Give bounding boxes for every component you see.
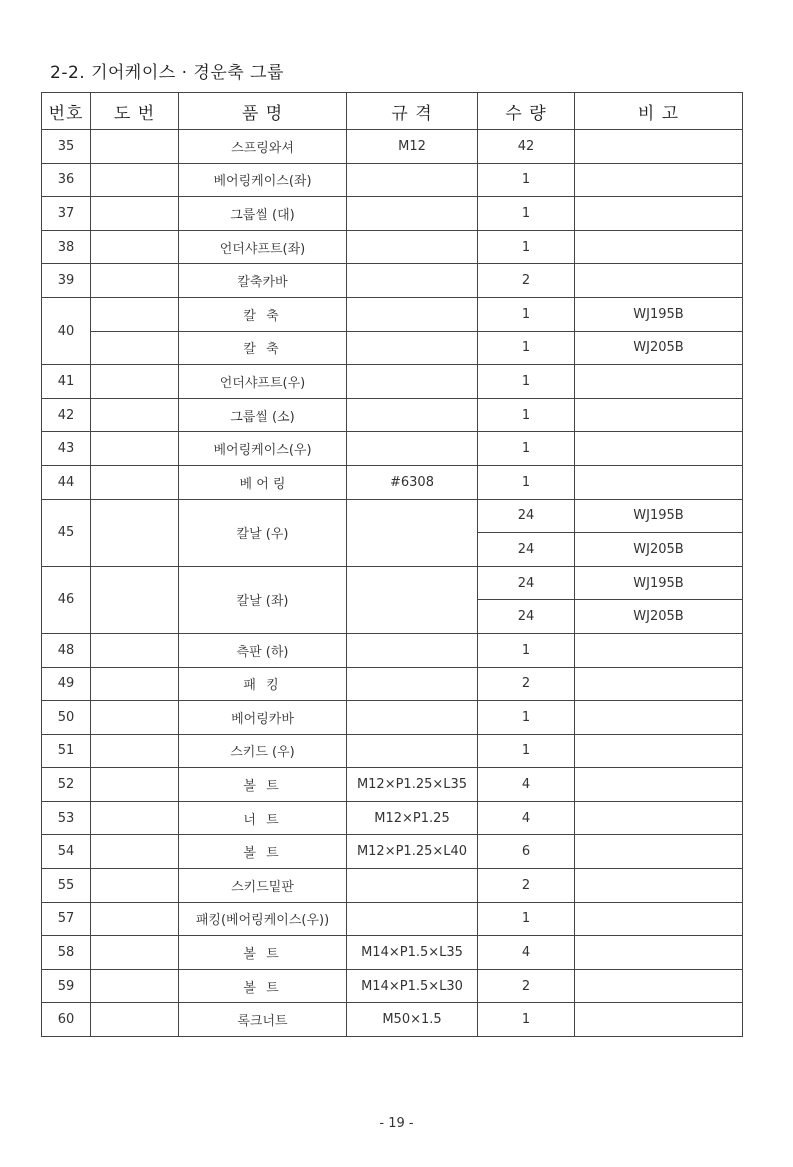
cell-drawing	[91, 130, 179, 164]
cell-spec: #6308	[347, 465, 478, 499]
cell-qty: 2	[478, 869, 575, 903]
header-drawing: 도 번	[91, 93, 179, 130]
table-row	[42, 1003, 743, 1037]
cell-drawing	[91, 667, 179, 701]
cell-drawing	[91, 902, 179, 936]
cell-drawing	[91, 768, 179, 802]
cell-note	[575, 801, 743, 835]
cell-spec	[347, 297, 478, 331]
table-row	[42, 432, 743, 466]
cell-note	[575, 936, 743, 970]
cell-drawing	[91, 969, 179, 1003]
cell-spec	[347, 331, 478, 365]
cell-spec	[347, 734, 478, 768]
cell-spec: M12×P1.25×L35	[347, 768, 478, 802]
cell-note	[575, 197, 743, 231]
page-number: - 19 -	[379, 1116, 414, 1131]
header-no: 번호	[42, 93, 91, 130]
cell-note	[575, 667, 743, 701]
cell-name: 칼축카바	[179, 264, 347, 298]
cell-note	[575, 264, 743, 298]
cell-drawing	[91, 1003, 179, 1037]
cell-drawing	[91, 398, 179, 432]
cell-no: 60	[42, 1003, 91, 1037]
cell-drawing	[91, 633, 179, 667]
cell-qty: 4	[478, 801, 575, 835]
cell-name: 스프링와셔	[179, 130, 347, 164]
cell-name: 볼 트	[179, 768, 347, 802]
cell-note	[575, 130, 743, 164]
table-row	[42, 566, 743, 600]
cell-no: 43	[42, 432, 91, 466]
cell-note	[575, 633, 743, 667]
cell-qty: 24	[478, 533, 575, 567]
cell-no: 54	[42, 835, 91, 869]
cell-no: 44	[42, 465, 91, 499]
cell-drawing	[91, 936, 179, 970]
table-row	[42, 465, 743, 499]
cell-spec: M12×P1.25×L40	[347, 835, 478, 869]
cell-drawing	[91, 701, 179, 735]
cell-note	[575, 869, 743, 903]
cell-qty: 24	[478, 566, 575, 600]
cell-drawing	[91, 331, 179, 365]
cell-no: 55	[42, 869, 91, 903]
page-title: 2-2. 기어케이스 · 경운축 그룹	[50, 63, 284, 83]
table-row	[42, 264, 743, 298]
cell-note	[575, 734, 743, 768]
cell-drawing	[91, 499, 179, 566]
cell-name: 언더샤프트(좌)	[179, 230, 347, 264]
cell-qty: 1	[478, 701, 575, 735]
cell-drawing	[91, 297, 179, 331]
cell-drawing	[91, 365, 179, 399]
table-row	[42, 768, 743, 802]
table-row	[42, 969, 743, 1003]
cell-qty: 1	[478, 633, 575, 667]
cell-spec	[347, 264, 478, 298]
cell-no: 39	[42, 264, 91, 298]
cell-qty: 4	[478, 936, 575, 970]
cell-spec: M14×P1.5×L30	[347, 969, 478, 1003]
cell-name: 칼 축	[179, 297, 347, 331]
cell-spec	[347, 197, 478, 231]
cell-no: 45	[42, 499, 91, 566]
cell-name: 스키드 (우)	[179, 734, 347, 768]
table-row	[42, 163, 743, 197]
cell-no: 40	[42, 297, 91, 364]
cell-spec	[347, 566, 478, 633]
table-row	[42, 230, 743, 264]
cell-qty: 1	[478, 465, 575, 499]
cell-no: 41	[42, 365, 91, 399]
cell-no: 50	[42, 701, 91, 735]
cell-name: 그룹씰 (소)	[179, 398, 347, 432]
cell-qty: 4	[478, 768, 575, 802]
cell-drawing	[91, 566, 179, 633]
cell-drawing	[91, 734, 179, 768]
cell-spec: M50×1.5	[347, 1003, 478, 1037]
cell-name: 볼 트	[179, 835, 347, 869]
cell-no: 52	[42, 768, 91, 802]
cell-drawing	[91, 264, 179, 298]
cell-note	[575, 701, 743, 735]
cell-no: 57	[42, 902, 91, 936]
cell-note	[575, 230, 743, 264]
cell-drawing	[91, 197, 179, 231]
cell-note: WJ205B	[575, 331, 743, 365]
cell-note: WJ195B	[575, 499, 743, 533]
cell-qty: 1	[478, 902, 575, 936]
table-header-row	[42, 93, 743, 130]
cell-drawing	[91, 465, 179, 499]
cell-note	[575, 902, 743, 936]
cell-qty: 24	[478, 499, 575, 533]
cell-note	[575, 398, 743, 432]
cell-name: 볼 트	[179, 969, 347, 1003]
cell-qty: 1	[478, 734, 575, 768]
cell-qty: 1	[478, 1003, 575, 1037]
cell-name: 베어링케이스(우)	[179, 432, 347, 466]
table-row	[42, 902, 743, 936]
cell-spec	[347, 365, 478, 399]
cell-note	[575, 1003, 743, 1037]
cell-spec	[347, 163, 478, 197]
cell-spec	[347, 667, 478, 701]
cell-spec	[347, 869, 478, 903]
cell-no: 48	[42, 633, 91, 667]
cell-note	[575, 969, 743, 1003]
cell-no: 59	[42, 969, 91, 1003]
table-row	[42, 365, 743, 399]
cell-drawing	[91, 230, 179, 264]
table-row	[42, 869, 743, 903]
cell-qty: 2	[478, 667, 575, 701]
cell-qty: 1	[478, 297, 575, 331]
table-row	[42, 835, 743, 869]
cell-note	[575, 163, 743, 197]
cell-no: 49	[42, 667, 91, 701]
table-row	[42, 936, 743, 970]
cell-qty: 1	[478, 432, 575, 466]
table-row	[42, 633, 743, 667]
cell-note	[575, 465, 743, 499]
cell-qty: 2	[478, 969, 575, 1003]
cell-note	[575, 768, 743, 802]
header-qty: 수 량	[478, 93, 575, 130]
cell-qty: 1	[478, 163, 575, 197]
cell-name: 볼 트	[179, 936, 347, 970]
cell-note	[575, 365, 743, 399]
header-spec: 규 격	[347, 93, 478, 130]
cell-name: 칼날 (좌)	[179, 566, 347, 633]
table-row	[42, 297, 743, 331]
cell-drawing	[91, 869, 179, 903]
cell-no: 35	[42, 130, 91, 164]
table-row	[42, 499, 743, 533]
table-row	[42, 398, 743, 432]
cell-name: 록크너트	[179, 1003, 347, 1037]
table-row	[42, 130, 743, 164]
cell-qty: 1	[478, 365, 575, 399]
cell-name: 칼 축	[179, 331, 347, 365]
header-note: 비 고	[575, 93, 743, 130]
cell-no: 38	[42, 230, 91, 264]
cell-name: 측판 (하)	[179, 633, 347, 667]
cell-name: 베 어 링	[179, 465, 347, 499]
cell-qty: 1	[478, 230, 575, 264]
cell-no: 58	[42, 936, 91, 970]
table-row	[42, 331, 743, 365]
cell-spec	[347, 902, 478, 936]
cell-note	[575, 835, 743, 869]
cell-spec: M12×P1.25	[347, 801, 478, 835]
cell-qty: 1	[478, 197, 575, 231]
table-row	[42, 801, 743, 835]
cell-qty: 24	[478, 600, 575, 634]
cell-spec	[347, 432, 478, 466]
cell-name: 패 킹	[179, 667, 347, 701]
cell-name: 그룹씰 (대)	[179, 197, 347, 231]
cell-qty: 1	[478, 398, 575, 432]
cell-name: 스키드밑판	[179, 869, 347, 903]
cell-spec	[347, 398, 478, 432]
cell-name: 너 트	[179, 801, 347, 835]
cell-name: 베어링카바	[179, 701, 347, 735]
cell-no: 51	[42, 734, 91, 768]
cell-no: 53	[42, 801, 91, 835]
cell-spec	[347, 701, 478, 735]
table-row	[42, 701, 743, 735]
cell-spec	[347, 633, 478, 667]
cell-no: 37	[42, 197, 91, 231]
header-name: 품 명	[179, 93, 347, 130]
cell-qty: 1	[478, 331, 575, 365]
cell-drawing	[91, 163, 179, 197]
cell-note: WJ205B	[575, 533, 743, 567]
cell-note: WJ195B	[575, 297, 743, 331]
cell-qty: 42	[478, 130, 575, 164]
cell-qty: 6	[478, 835, 575, 869]
cell-note: WJ205B	[575, 600, 743, 634]
cell-name: 칼날 (우)	[179, 499, 347, 566]
cell-spec: M14×P1.5×L35	[347, 936, 478, 970]
table-row	[42, 734, 743, 768]
cell-no: 42	[42, 398, 91, 432]
cell-note: WJ195B	[575, 566, 743, 600]
parts-table	[41, 92, 743, 1037]
cell-no: 36	[42, 163, 91, 197]
cell-spec	[347, 499, 478, 566]
cell-qty: 2	[478, 264, 575, 298]
cell-name: 패킹(베어링케이스(우))	[179, 902, 347, 936]
table-row	[42, 197, 743, 231]
cell-name: 베어링케이스(좌)	[179, 163, 347, 197]
cell-note	[575, 432, 743, 466]
cell-drawing	[91, 432, 179, 466]
cell-drawing	[91, 835, 179, 869]
cell-drawing	[91, 801, 179, 835]
cell-spec	[347, 230, 478, 264]
table-row	[42, 667, 743, 701]
cell-name: 언더샤프트(우)	[179, 365, 347, 399]
cell-spec: M12	[347, 130, 478, 164]
cell-no: 46	[42, 566, 91, 633]
